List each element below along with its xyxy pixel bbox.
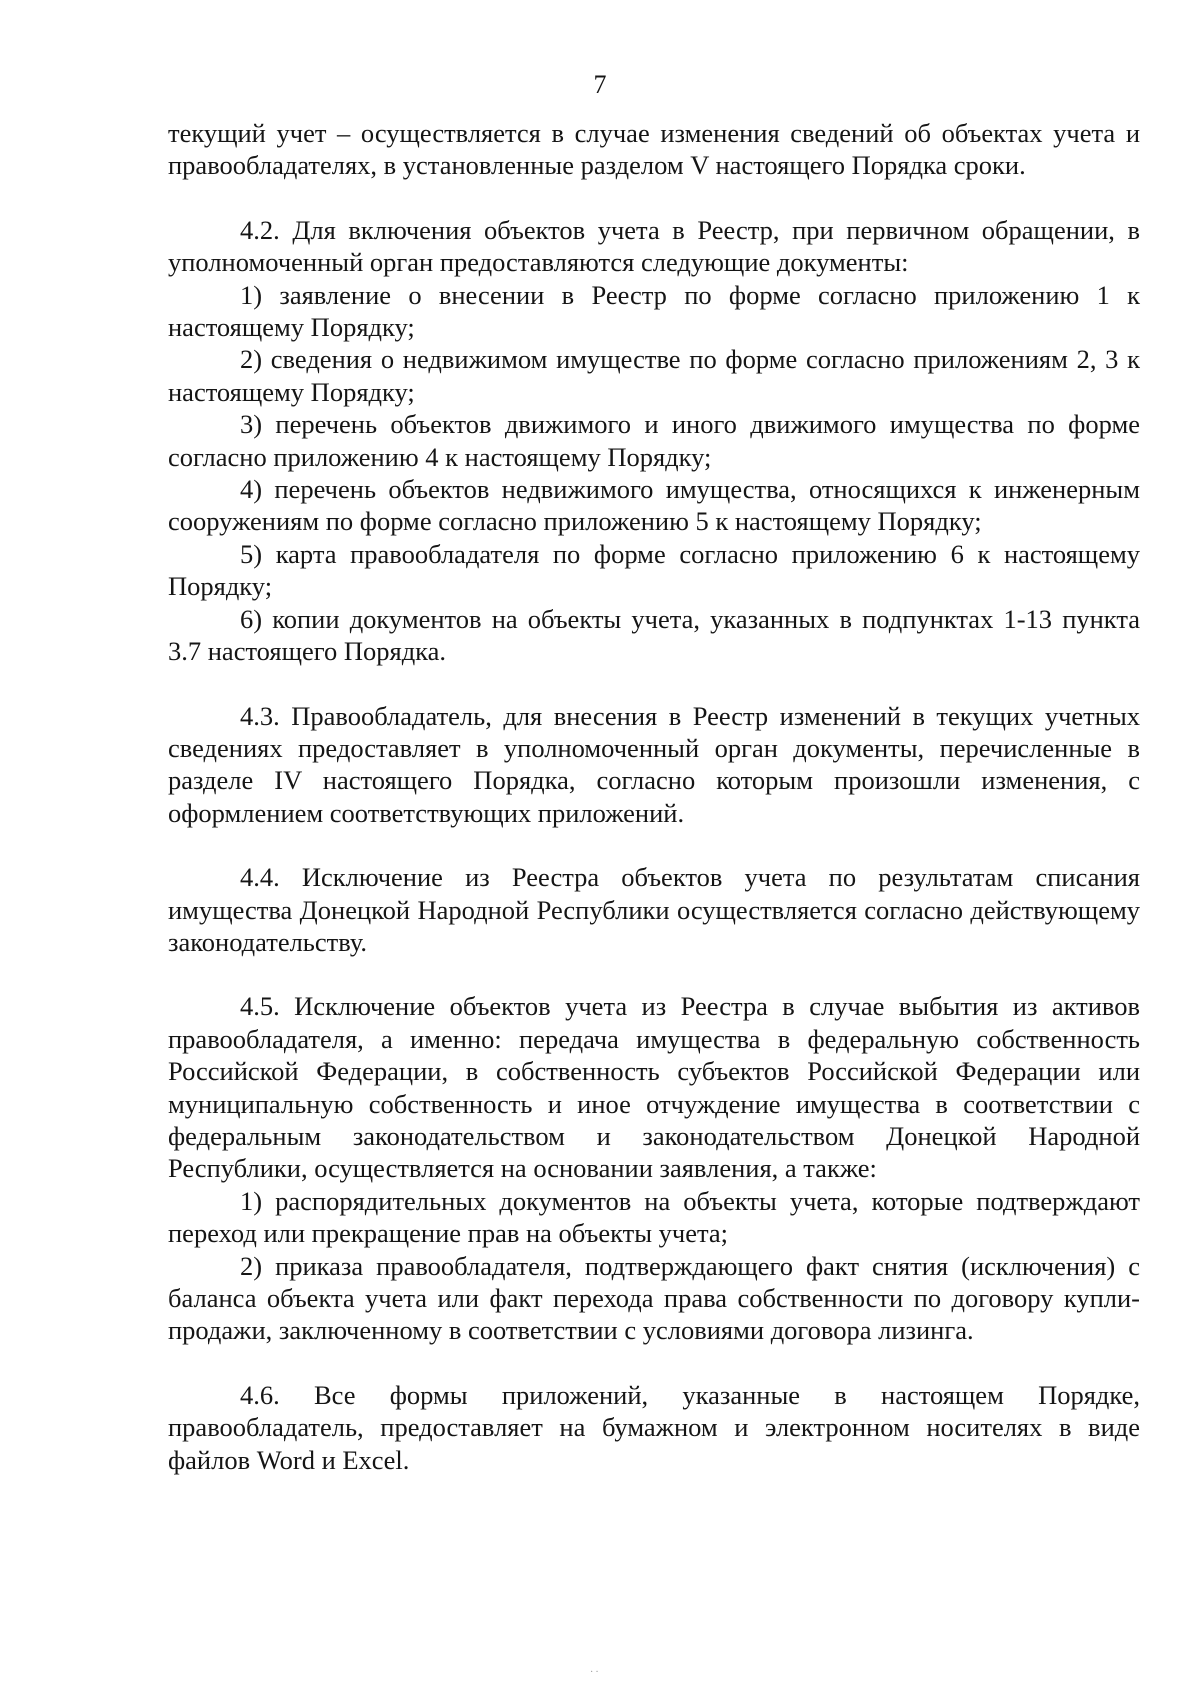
section-4-2-item-5: 5) карта правообладателя по форме согласно приложению 6 к настоящему Порядку; xyxy=(168,538,1140,602)
section-4-2-item-1: 1) заявление о внесении в Реестр по форме согласно приложению 1 к настоящему Порядку; xyxy=(168,279,1140,343)
section-4-2-item-3: 3) перечень объектов движимого и иного движимого имущества по форме согласно приложению 4 к настоящему Порядку; xyxy=(168,409,1140,472)
section-4-4: 4.4. Исключение из Реестра объектов учета по результатам списания имущества Донецкой Народной Республики осуществляется согласно действующему законодательству. xyxy=(168,862,1140,957)
section-4-6: 4.6. Все формы приложений, указанные в настоящем Порядке, правообладатель, предоставляет на бумажном и электронном носителях в виде файлов Word и Excel. xyxy=(168,1379,1140,1475)
section-4-3: 4.3. Правообладатель, для внесения в Реестр изменений в текущих учетных сведениях предоставляет в уполномоченный орган документы, перечисленные в разделе IV настоящего Порядка, согласно которым произошли изменения, с оформлением соответствующих приложений. xyxy=(168,700,1140,828)
scan-artifact-mark: ·· xyxy=(590,1666,601,1678)
document-body xyxy=(168,117,1140,1476)
section-4-2-intro: 4.2. Для включения объектов учета в Реестр, при первичном обращении, в уполномоченный орган предоставляются следующие документы: xyxy=(168,214,1140,278)
section-4-2 xyxy=(168,214,1140,668)
section-4-2-item-4: 4) перечень объектов недвижимого имущества, относящихся к инженерным сооружениям по форме согласно приложению 5 к настоящему Порядку; xyxy=(168,474,1140,537)
page-number: 7 xyxy=(593,70,607,99)
section-4-5-intro: 4.5. Исключение объектов учета из Реестра в случае выбытия из активов правообладателя, а именно: передача имущества в федеральную собственность Российской Федерации, в собственность субъектов Российской Федерации или муниципальную собственность и иное отчуждение имущества в соответствии с федеральным законодательством и законодательством Донецкой Народной Республики, осуществляется на основании заявления, а также: xyxy=(168,991,1140,1184)
section-4-5-item-1: 1) распорядительных документов на объекты учета, которые подтверждают переход или прекращение прав на объекты учета; xyxy=(168,1185,1140,1249)
section-4-5-item-2: 2) приказа правообладателя, подтверждающего факт снятия (исключения) с баланса объекта учета или факт перехода права собственности по договору купли-продажи, заключенному в соответствии с условиями договора лизинга. xyxy=(168,1250,1140,1346)
paragraph-current-accounting: текущий учет – осуществляется в случае изменения сведений об объектах учета и правообладателях, в установленные разделом V настоящего Порядка сроки. xyxy=(168,118,1140,181)
section-4-2-item-6: 6) копии документов на объекты учета, указанных в подпунктах 1-13 пункта 3.7 настоящего Порядка. xyxy=(168,603,1140,667)
section-4-2-item-2: 2) сведения о недвижимом имуществе по форме согласно приложениям 2, 3 к настоящему Порядку; xyxy=(168,344,1140,407)
section-4-5 xyxy=(168,990,1140,1346)
